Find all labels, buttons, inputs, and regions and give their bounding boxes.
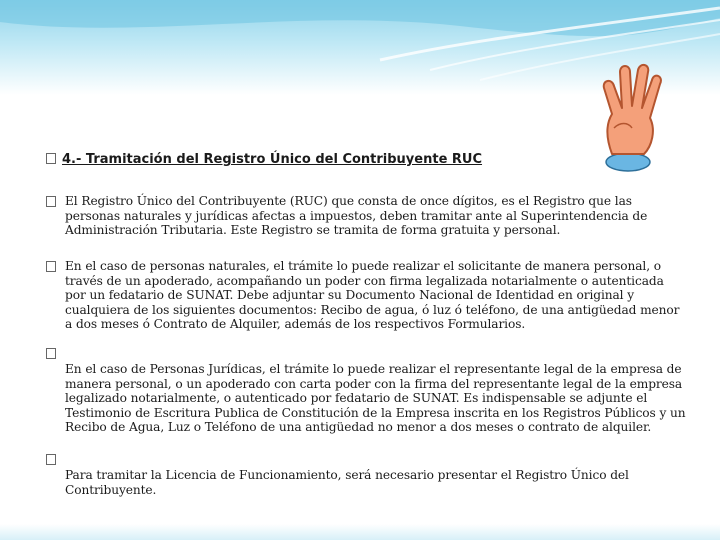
paragraph-ruc-definition bbox=[46, 194, 686, 238]
square-bullet-icon bbox=[46, 196, 56, 207]
square-bullet-icon bbox=[46, 454, 56, 465]
paragraph-legal-entities bbox=[46, 346, 686, 435]
slide-heading bbox=[46, 152, 606, 167]
paragraph-text: En el caso de Personas Jurídicas, el trámite lo puede realizar el representante legal de la empresa de manera personal, o un apoderado con carta poder con la firma del representante legal de la empresa legalizado notarialmente, o autenticado por fedatario de SUNAT. Es indispensable se adjunte el Testimonio de Escritura Publica de Constitución de la Empresa inscrita en los Registros Públicos y un Recibo de Agua, Luz o Teléfono de una antigüedad no menor a dos meses o contrato de alquiler. bbox=[65, 362, 686, 435]
bottom-decorative-band bbox=[0, 524, 720, 540]
square-bullet-icon bbox=[46, 261, 56, 272]
paragraph-natural-persons bbox=[46, 259, 686, 332]
paragraph-text: El Registro Único del Contribuyente (RUC) que consta de once dígitos, es el Registro que las personas naturales y jurídicas afectas a impuestos, deben tramitar ante al Superintendencia de Administración Tributaria. Este Registro se tramita de forma gratuita y personal. bbox=[65, 194, 648, 238]
square-bullet-icon bbox=[46, 153, 56, 164]
square-bullet-icon bbox=[46, 348, 56, 359]
paragraph-operating-license bbox=[46, 452, 686, 497]
paragraph-text: En el caso de personas naturales, el trámite lo puede realizar el solicitante de manera personal, o través de un apoderado, acompañando un poder con firma legalizada notarialmente o autenticada por un fedatario de SUNAT. Debe adjuntar su Documento Nacional de Identidad en original y cualquiera de los siguientes documentos: Recibo de agua, ó luz ó teléfono, de una antigüedad menor a dos meses ó Contrato de Alquiler, además de los respectivos Formularios. bbox=[65, 259, 680, 332]
heading-text: 4.- Tramitación del Registro Único del Contribuyente RUC bbox=[62, 152, 483, 167]
paragraph-text: Para tramitar la Licencia de Funcionamiento, será necesario presentar el Registro Único del Contribuyente. bbox=[65, 468, 629, 497]
